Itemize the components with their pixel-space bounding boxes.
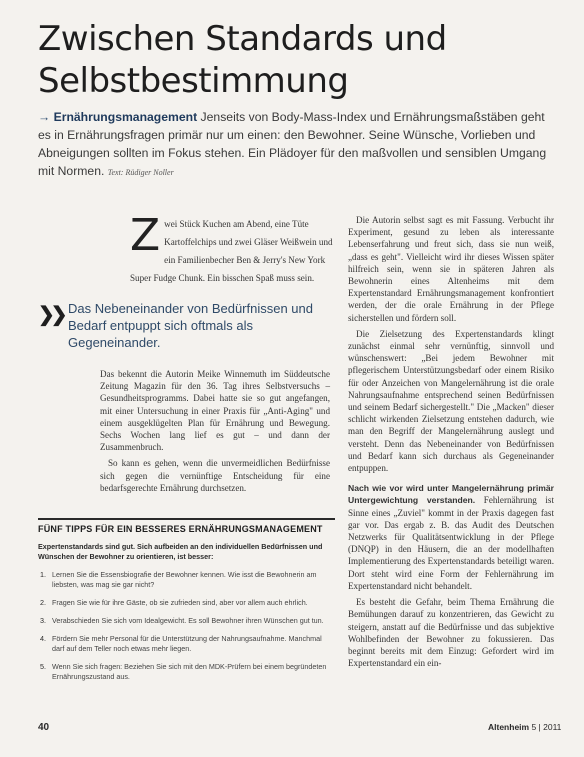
subheading: Nach wie vor wird unter Mangelernährung primär Untergewichtung verstanden.: [348, 483, 554, 506]
list-number: 3.: [40, 616, 46, 625]
body-paragraph: Die Zielsetzung des Expertenstandards klingt zunächst einmal sehr vernünftig, sinnvoll und wünschenswert: „Bei jedem Bewohner mit pflegerischem Unterstützungsbedarf oder einem Risiko für oder Anzeichen von Mangelernährung ist die orale Nahrungsaufnahme entsprechend seinen Bedürfnissen und seinem Bedarf sichergestellt." Die „Macken" dieser schlicht wirkenden Zielsetzung entstehen dadurch, wie man den Begriff der Mangelernährung auslegt und versteht. Denn das Nebeneinander von Bedürfnissen und Bedarf kann sich durchaus als Gegeneinander entpuppen.: [348, 328, 554, 474]
list-number: 4.: [40, 634, 46, 643]
body-paragraph: Die Autorin selbst sagt es mit Fassung. Verbucht ihr Experiment, gesund zu leben als interessante Lebenserfahrung und freut sich, dass sie nun weiß, „dass es geht". Vielleicht wird ihr dieses Wissen später hilfreich sein, wenn sie in späteren Jahren als Bewohnerin eines Altenheims mit dem Expertenstandard Ernährungsmanagement konfrontiert werden, der die orale Ernährung in der Pflege sicherstellen und fördern soll.: [348, 215, 554, 323]
pull-quote-text: Das Nebeneinander von Bedürfnissen und Bedarf entpuppt sich oftmals als Gegeneinander.: [68, 301, 314, 350]
drop-cap: Z: [130, 210, 161, 261]
tips-list: [38, 570, 335, 682]
list-text: Verabschieden Sie sich vom Idealgewicht. Es soll Bewohner ihren Wünschen gut tun.: [52, 616, 324, 625]
body-paragraph: Es besteht die Gefahr, beim Thema Ernährung die Bemühungen darauf zu konzentrieren, das Gewicht zu steigern, anstatt auf die Bedürfnisse und das subjektive Wohlbefinden der Bewohner zu fokussieren. Das beginnt bereits mit dem Einzug: Gefordert wird im Expertenstandard ein ein-: [348, 597, 554, 669]
magazine-issue: 5 | 2011: [531, 722, 562, 732]
list-item: [38, 662, 335, 682]
lead-paragraph: [38, 108, 553, 182]
list-number: 1.: [40, 570, 46, 579]
body-text: Fehlernährung ist Sinne eines „Zuviel" kommt in der Praxis dagegen fast gar vor. Das ergab z. B. das Audit des Deutschen Netzwerks für Qualitätsentwicklung in der Pflege (DNQP) in den Häusern, die an der modellhaften Implementierung des Expertenstandards beteiligt waren. Dort steht wird eine Form der Fehlernährung im Expertenstandard nicht behandelt.: [348, 495, 554, 591]
list-text: Lernen Sie die Essensbiografie der Bewohner kennen. Wie isst die Bewohnerin am liebsten, was mag sie gar nicht?: [52, 570, 317, 589]
intro-paragraph: [130, 210, 335, 286]
body-paragraph: So kann es gehen, wenn die unvermeidlichen Bedürfnisse sich gegen die vernünftige Entscheidung für eine bedarfsgerechte Ernährung durchsetzen.: [100, 458, 330, 493]
intro-text: wei Stück Kuchen am Abend, eine Tüte Kartoffelchips und zwei Gläser Weißwein und ein Familienbecher Ben & Jerry's New York Super Fudge Chunk. Ein bisschen Spaß muss sein.: [130, 219, 333, 283]
divider: [38, 518, 335, 520]
arrow-icon: →: [38, 110, 51, 124]
list-item: [38, 570, 335, 590]
tips-box: [38, 518, 335, 690]
list-item: [38, 598, 335, 608]
list-text: Fördern Sie mehr Personal für die Unterstützung der Nahrungsaufnahme. Manchmal darf auf dem Teller noch etwas mehr liegen.: [52, 634, 322, 653]
list-item: [38, 634, 335, 654]
quote-chevron-icon: ❯❯: [38, 304, 64, 326]
list-number: 5.: [40, 662, 46, 671]
footer-magazine: [488, 722, 561, 732]
author-credit: Text: Rüdiger Noller: [107, 168, 174, 177]
right-column-body: [348, 214, 554, 673]
list-text: Fragen Sie wie für ihre Gäste, ob sie zufrieden sind, aber vor allem auch ehrlich.: [52, 598, 308, 607]
list-number: 2.: [40, 598, 46, 607]
list-text: Wenn Sie sich fragen: Beziehen Sie sich mit den MDK-Prüfern bei einem begründeten Ernährungszustand aus.: [52, 662, 327, 681]
list-item: [38, 616, 335, 626]
body-paragraph: Das bekennt die Autorin Meike Winnemuth im Süddeutsche Zeitung Magazin für den 36. Tag ihres Selbstversuchs – Gesundheitsprogramms. Dabei hatte sie so gut angefangen, mit einer Untersuchung in einer Praxis für „Anti-Aging" und einem ausgeklügelten Plan für Ernährung und Bewegung. Sechs Wochen lang lief es gut – und dann der Zusammenbruch.: [100, 369, 330, 453]
tips-title: FÜNF TIPPS FÜR EIN BESSERES ERNÄHRUNGSMANAGEMENT: [38, 524, 323, 534]
page-number: 40: [38, 722, 50, 733]
body-paragraph: [348, 482, 554, 592]
lead-text: Jenseits von Body-Mass-Index und Ernährungsmaßstäben geht es in Ernährungsfragen primär nur um einen: den Bewohner. Seine Wünsche, Vorlieben und Abneigungen sollten im Fokus stehen. Ein Plädoyer für den maßvollen und sensiblen Umgang mit Normen.: [38, 110, 547, 178]
left-column-body: [100, 368, 330, 498]
magazine-name: Altenheim: [488, 722, 530, 732]
tips-intro: Expertenstandards sind gut. Sich aufbeiden an den individuellen Bedürfnissen und Wünschen der Bewohner zu orientieren, ist besser:: [38, 542, 323, 561]
lead-keyword: Ernährungsmanagement: [53, 110, 198, 124]
article-title: Zwischen Standards und Selbstbestimmung: [38, 19, 447, 101]
